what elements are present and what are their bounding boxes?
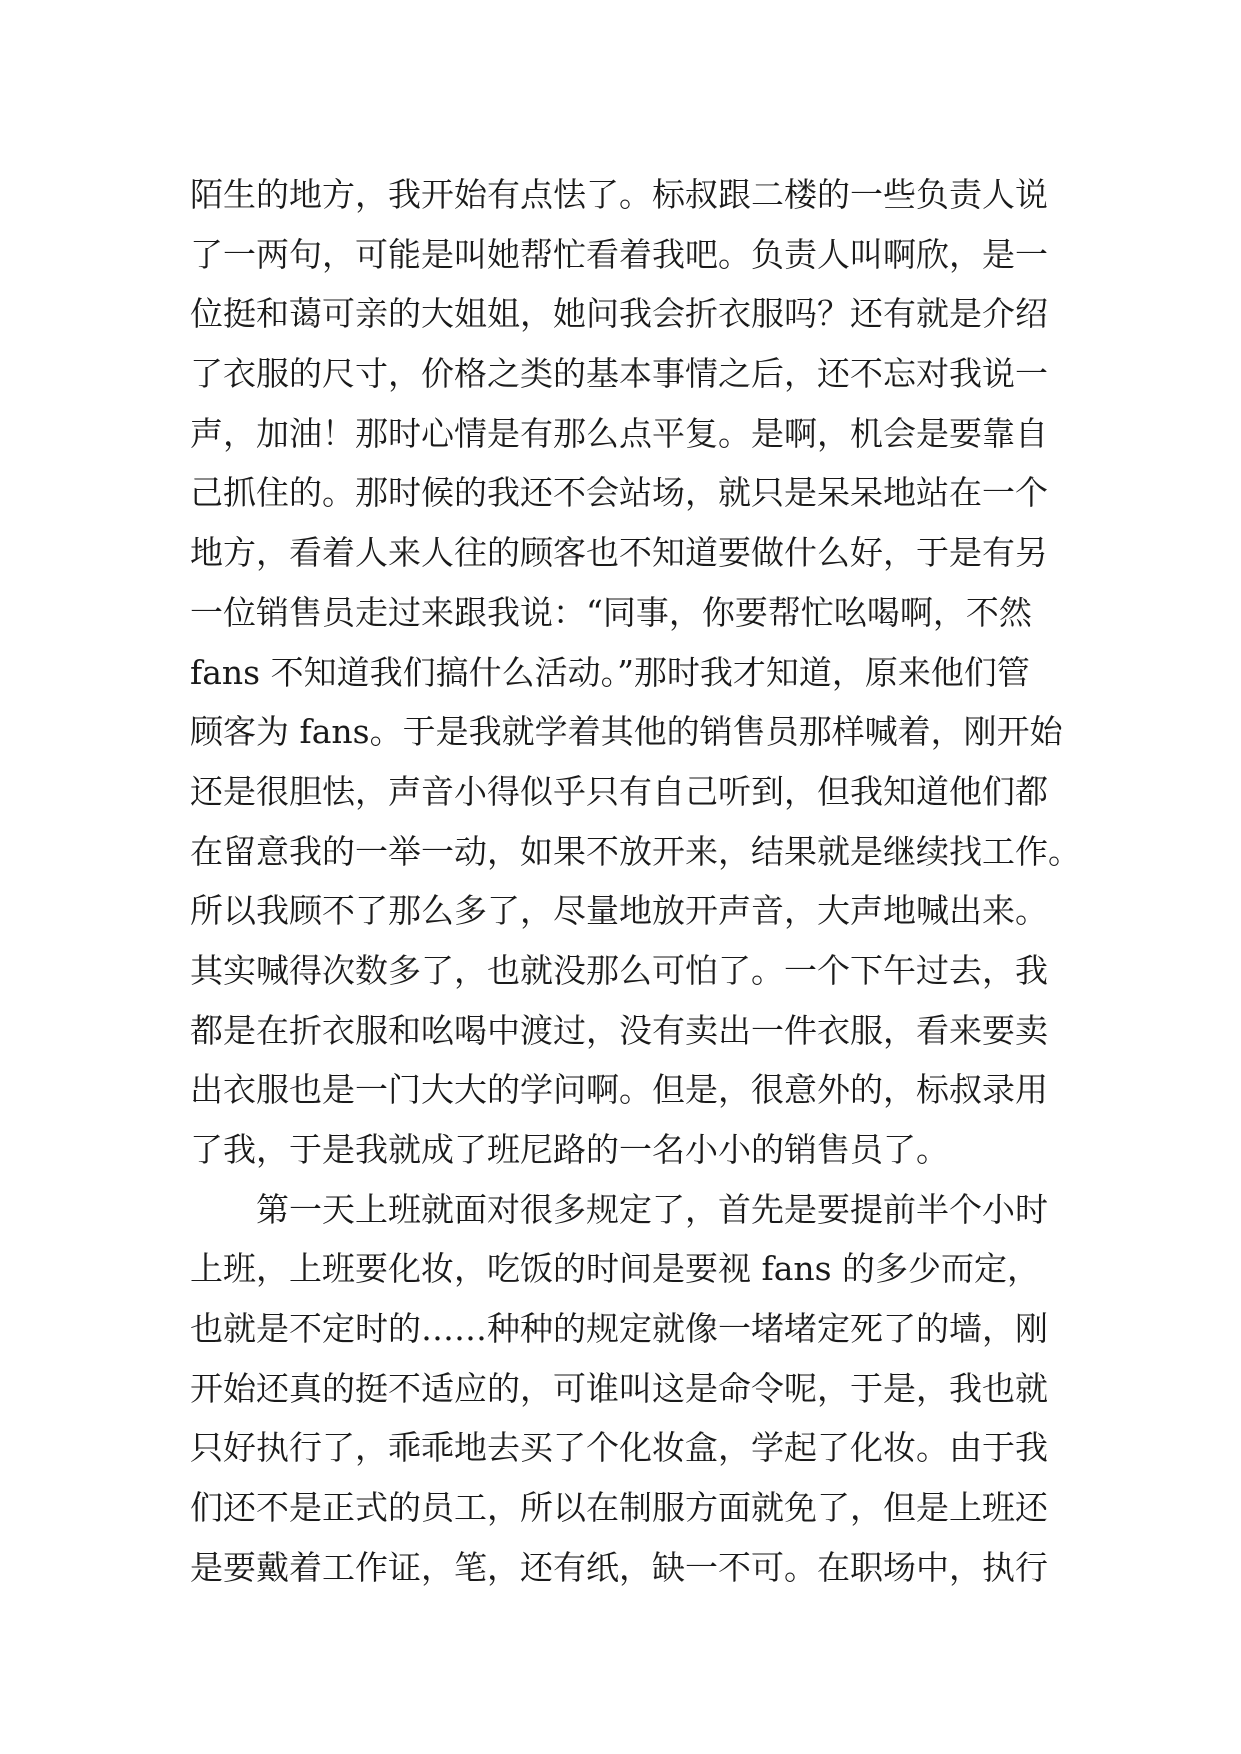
text-line: 只好执行了，乖乖地去买了个化妆盒，学起了化妆。由于我 — [190, 1428, 1048, 1468]
text-line: 声，加油！那时心情是有那么点平复。是啊，机会是要靠自 — [190, 413, 1048, 453]
text-line: 陌生的地方，我开始有点怯了。标叔跟二楼的一些负责人说 — [190, 175, 1048, 214]
text-line: 在留意我的一举一动，如果不放开来，结果就是继续找工作。 — [190, 831, 1081, 871]
text-line: 还是很胆怯，声音小得似乎只有自己听到，但我知道他们都 — [190, 771, 1048, 811]
text-line: 己抓住的。那时候的我还不会站场，就只是呆呆地站在一个 — [190, 473, 1048, 513]
text-line: 都是在折衣服和吆喝中渡过，没有卖出一件衣服，看来要卖 — [190, 1010, 1048, 1050]
text-line: 开始还真的挺不适应的，可谁叫这是命令呢，于是，我也就 — [190, 1368, 1048, 1408]
text-line: 一位销售员走过来跟我说：“同事，你要帮忙吆喝啊，不然 — [190, 592, 1032, 632]
text-line: 了我，于是我就成了班尼路的一名小小的销售员了。 — [190, 1130, 949, 1169]
text-line: 也就是不定时的……种种的规定就像一堵堵定死了的墙，刚 — [190, 1309, 1048, 1349]
text-line: 出衣服也是一门大大的学问啊。但是，很意外的，标叔录用 — [190, 1070, 1048, 1110]
text-line: 了衣服的尺寸，价格之类的基本事情之后，还不忘对我说一 — [190, 354, 1048, 394]
text-line: 们还不是正式的员工，所以在制服方面就免了，但是上班还 — [190, 1488, 1048, 1528]
text-line: 位挺和蔼可亲的大姐姐，她问我会折衣服吗？还有就是介绍 — [190, 294, 1048, 334]
text-line: 了一两句，可能是叫她帮忙看着我吧。负责人叫啊欣，是一 — [190, 234, 1048, 274]
body-text — [190, 165, 1081, 1598]
text-line: 所以我顾不了那么多了，尽量地放开声音，大声地喊出来。 — [190, 891, 1048, 931]
text-line: 顾客为 fans。于是我就学着其他的销售员那样喊着，刚开始 — [190, 712, 1063, 752]
paragraph-first-line: 第一天上班就面对很多规定了，首先是要提前半个小时 — [256, 1189, 1048, 1229]
text-line: 上班，上班要化妆，吃饭的时间是要视 fans 的多少而定， — [190, 1249, 1041, 1289]
text-line: 其实喊得次数多了，也就没那么可怕了。一个下午过去，我 — [190, 950, 1048, 990]
text-line: fans 不知道我们搞什么活动。”那时我才知道，原来他们管 — [190, 652, 1030, 692]
text-line: 是要戴着工作证，笔，还有纸，缺一不可。在职场中，执行 — [190, 1547, 1048, 1587]
text-line: 地方，看着人来人往的顾客也不知道要做什么好，于是有另 — [190, 533, 1048, 573]
